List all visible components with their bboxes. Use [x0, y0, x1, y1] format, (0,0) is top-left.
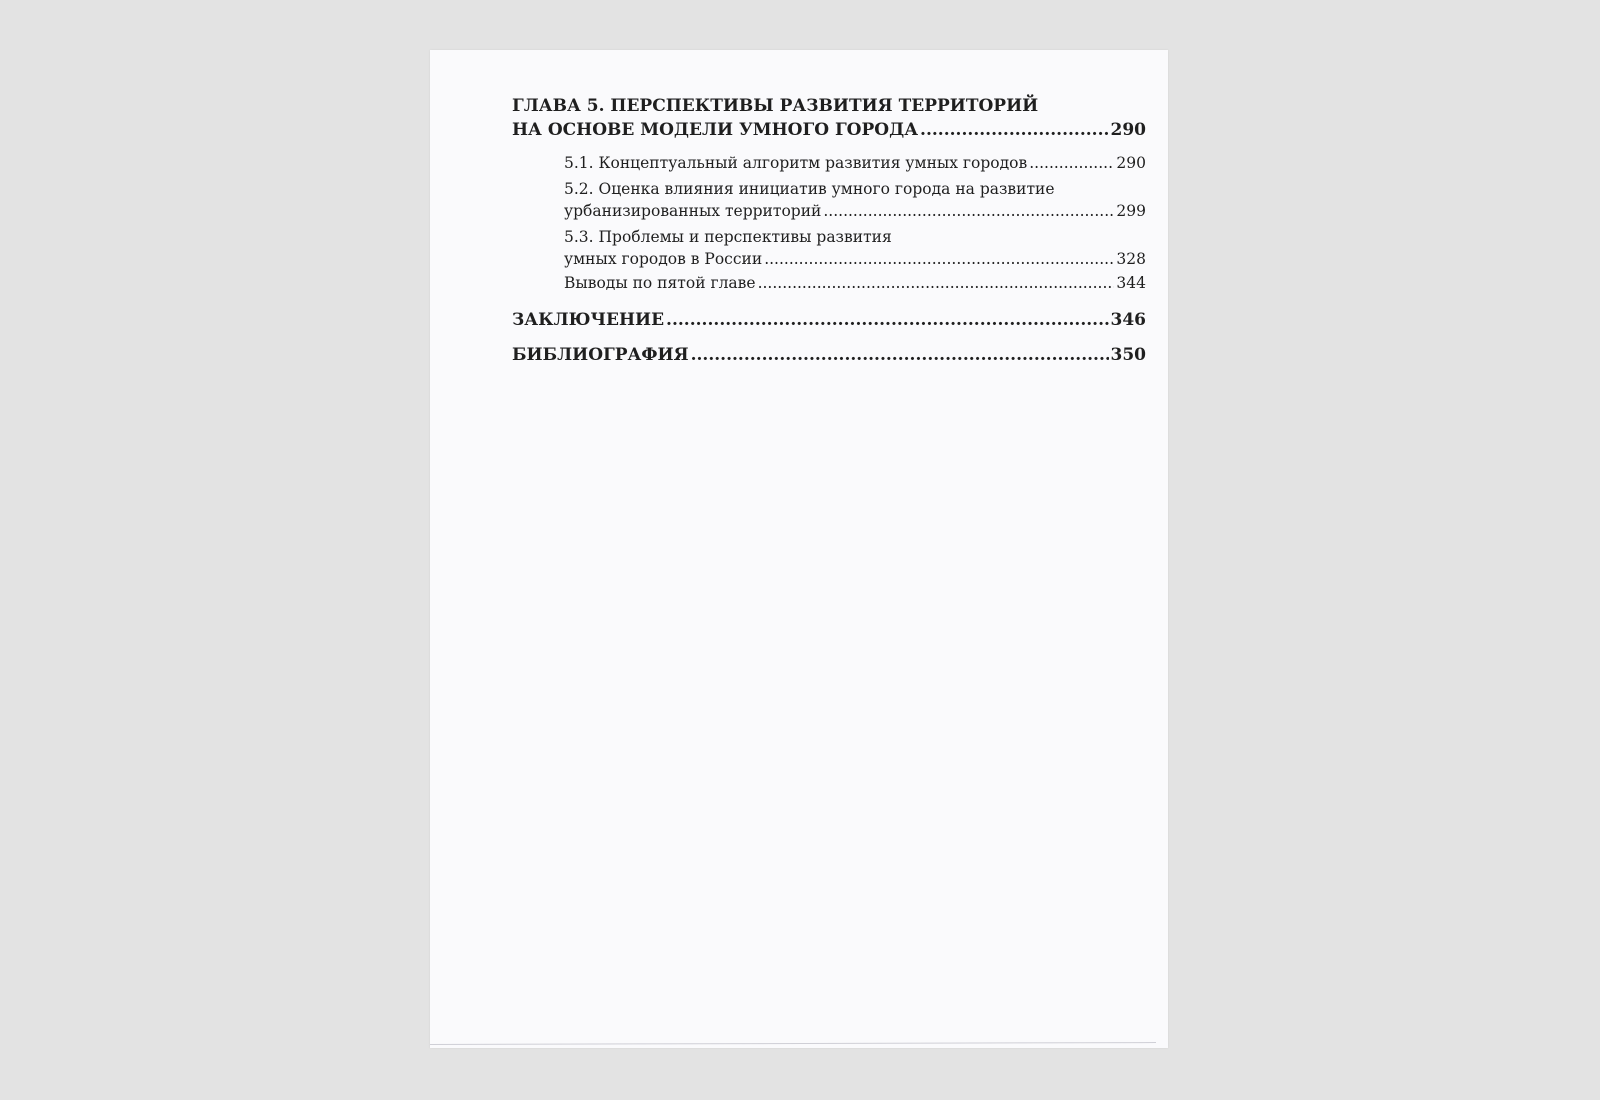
toc-chapter-5-line2	[512, 118, 1146, 142]
toc-section-title-line1: 5.3. Проблемы и перспективы развития	[564, 228, 892, 246]
toc-section-conclusions-5[interactable]	[564, 272, 1146, 294]
page-number: 299	[1116, 202, 1146, 220]
toc-section-line	[564, 178, 1146, 200]
toc-bibliography[interactable]	[512, 343, 1146, 367]
toc-section-5-2[interactable]	[564, 178, 1146, 222]
toc-section-line	[564, 200, 1146, 222]
page-number: 290	[1116, 154, 1146, 172]
toc-section-line	[564, 152, 1146, 174]
toc-section-title-line1: 5.2. Оценка влияния инициатив умного города на развитие	[564, 180, 1055, 198]
toc-conclusion-title: ЗАКЛЮЧЕНИЕ	[512, 310, 665, 330]
toc-section-5-3[interactable]	[564, 226, 1146, 270]
dot-leader	[1029, 152, 1114, 174]
toc-conclusion-line	[512, 308, 1146, 332]
page-number: 344	[1116, 274, 1146, 292]
dot-leader	[666, 308, 1108, 332]
page-number: 346	[1110, 310, 1146, 330]
book-page	[430, 50, 1168, 1048]
dot-leader	[758, 272, 1115, 294]
toc-section-line	[564, 272, 1146, 294]
toc-chapter-5-title-line2: НА ОСНОВЕ МОДЕЛИ УМНОГО ГОРОДА	[512, 120, 919, 140]
dot-leader	[920, 118, 1108, 142]
toc-section-title-line2: урбанизированных территорий	[564, 202, 822, 220]
toc-section-title-line2: умных городов в России	[564, 250, 763, 268]
toc-section-title: Выводы по пятой главе	[564, 274, 756, 292]
toc-chapter-5[interactable]	[512, 94, 1146, 142]
toc-section-line	[564, 248, 1146, 270]
toc-chapter-5-title-line1: ГЛАВА 5. ПЕРСПЕКТИВЫ РАЗВИТИЯ ТЕРРИТОРИЙ	[512, 96, 1039, 116]
page-edge-line	[430, 1042, 1156, 1045]
toc-section-title: 5.1. Концептуальный алгоритм развития умных городов	[564, 154, 1028, 172]
toc-bibliography-title: БИБЛИОГРАФИЯ	[512, 345, 689, 365]
page-number: 328	[1116, 250, 1146, 268]
toc-bibliography-line	[512, 343, 1146, 367]
page-number: 290	[1110, 120, 1146, 140]
page-number: 350	[1110, 345, 1146, 365]
dot-leader	[764, 248, 1114, 270]
dot-leader	[691, 343, 1109, 367]
toc-section-5-1[interactable]	[564, 152, 1146, 174]
dot-leader	[823, 200, 1114, 222]
toc-chapter-5-line1	[512, 94, 1146, 118]
toc-conclusion[interactable]	[512, 308, 1146, 332]
toc-section-line	[564, 226, 1146, 248]
